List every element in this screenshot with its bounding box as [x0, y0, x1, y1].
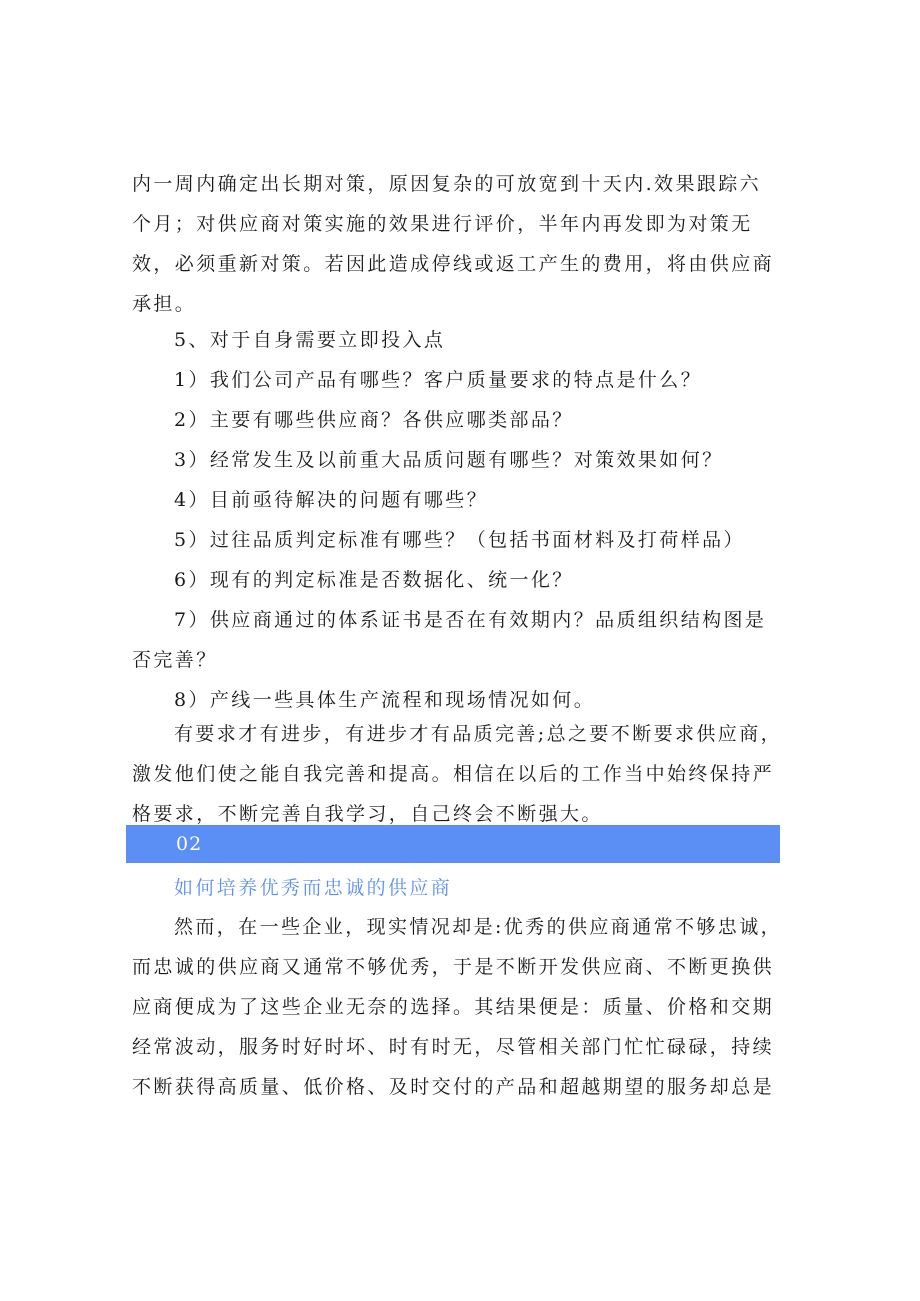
list-section [132, 320, 782, 720]
closing-paragraph [132, 714, 782, 834]
paragraph-line: 然而，在一些企业，现实情况却是:优秀的供应商通常不够忠诚， [174, 916, 783, 938]
list-heading: 5、对于自身需要立即投入点 [174, 329, 446, 351]
list-item: 6）现有的判定标准是否数据化、统一化？ [174, 569, 574, 591]
top-paragraph [132, 164, 782, 324]
paragraph-line: 激发他们使之能自我完善和提高。相信在以后的工作当中始终保持严 [132, 763, 775, 785]
paragraph-line: 承担。 [132, 293, 197, 315]
paragraph-line: 个月；对供应商对策实施的效果进行评价，半年内再发即为对策无 [132, 213, 753, 235]
section-number: 02 [176, 833, 203, 855]
section-banner [126, 825, 780, 863]
list-item: 2）主要有哪些供应商？各供应哪类部品？ [174, 409, 574, 431]
paragraph-line: 应商便成为了这些企业无奈的选择。其结果便是：质量、价格和交期 [132, 996, 775, 1018]
paragraph-line: 格要求，不断完善自我学习，自己终会不断强大。 [132, 803, 603, 825]
paragraph-line: 内一周内确定出长期对策，原因复杂的可放宽到十天内.效果跟踪六 [132, 173, 762, 195]
list-item: 3）经常发生及以前重大品质问题有哪些？对策效果如何？ [174, 449, 724, 471]
section-heading: 如何培养优秀而忠诚的供应商 [174, 877, 453, 899]
list-item: 8）产线一些具体生产流程和现场情况如何。 [174, 689, 596, 711]
paragraph-line: 有要求才有进步，有进步才有品质完善;总之要不断要求供应商， [174, 723, 783, 745]
list-item: 1）我们公司产品有哪些？客户质量要求的特点是什么？ [174, 369, 703, 391]
list-item: 4）目前亟待解决的问题有哪些？ [174, 489, 489, 511]
body-paragraph [132, 907, 782, 1107]
list-item-continuation: 否完善？ [132, 649, 218, 671]
paragraph-line: 而忠诚的供应商又通常不够优秀，于是不断开发供应商、不断更换供 [132, 956, 775, 978]
paragraph-line: 效，必须重新对策。若因此造成停线或返工产生的费用，将由供应商 [132, 253, 775, 275]
paragraph-line: 不断获得高质量、低价格、及时交付的产品和超越期望的服务却总是 [132, 1076, 775, 1098]
list-item: 5）过往品质判定标准有哪些？（包括书面材料及打荷样品） [174, 529, 745, 551]
paragraph-line: 经常波动，服务时好时坏、时有时无，尽管相关部门忙忙碌碌，持续 [132, 1036, 775, 1058]
list-item: 7）供应商通过的体系证书是否在有效期内？品质组织结构图是 [174, 609, 767, 631]
